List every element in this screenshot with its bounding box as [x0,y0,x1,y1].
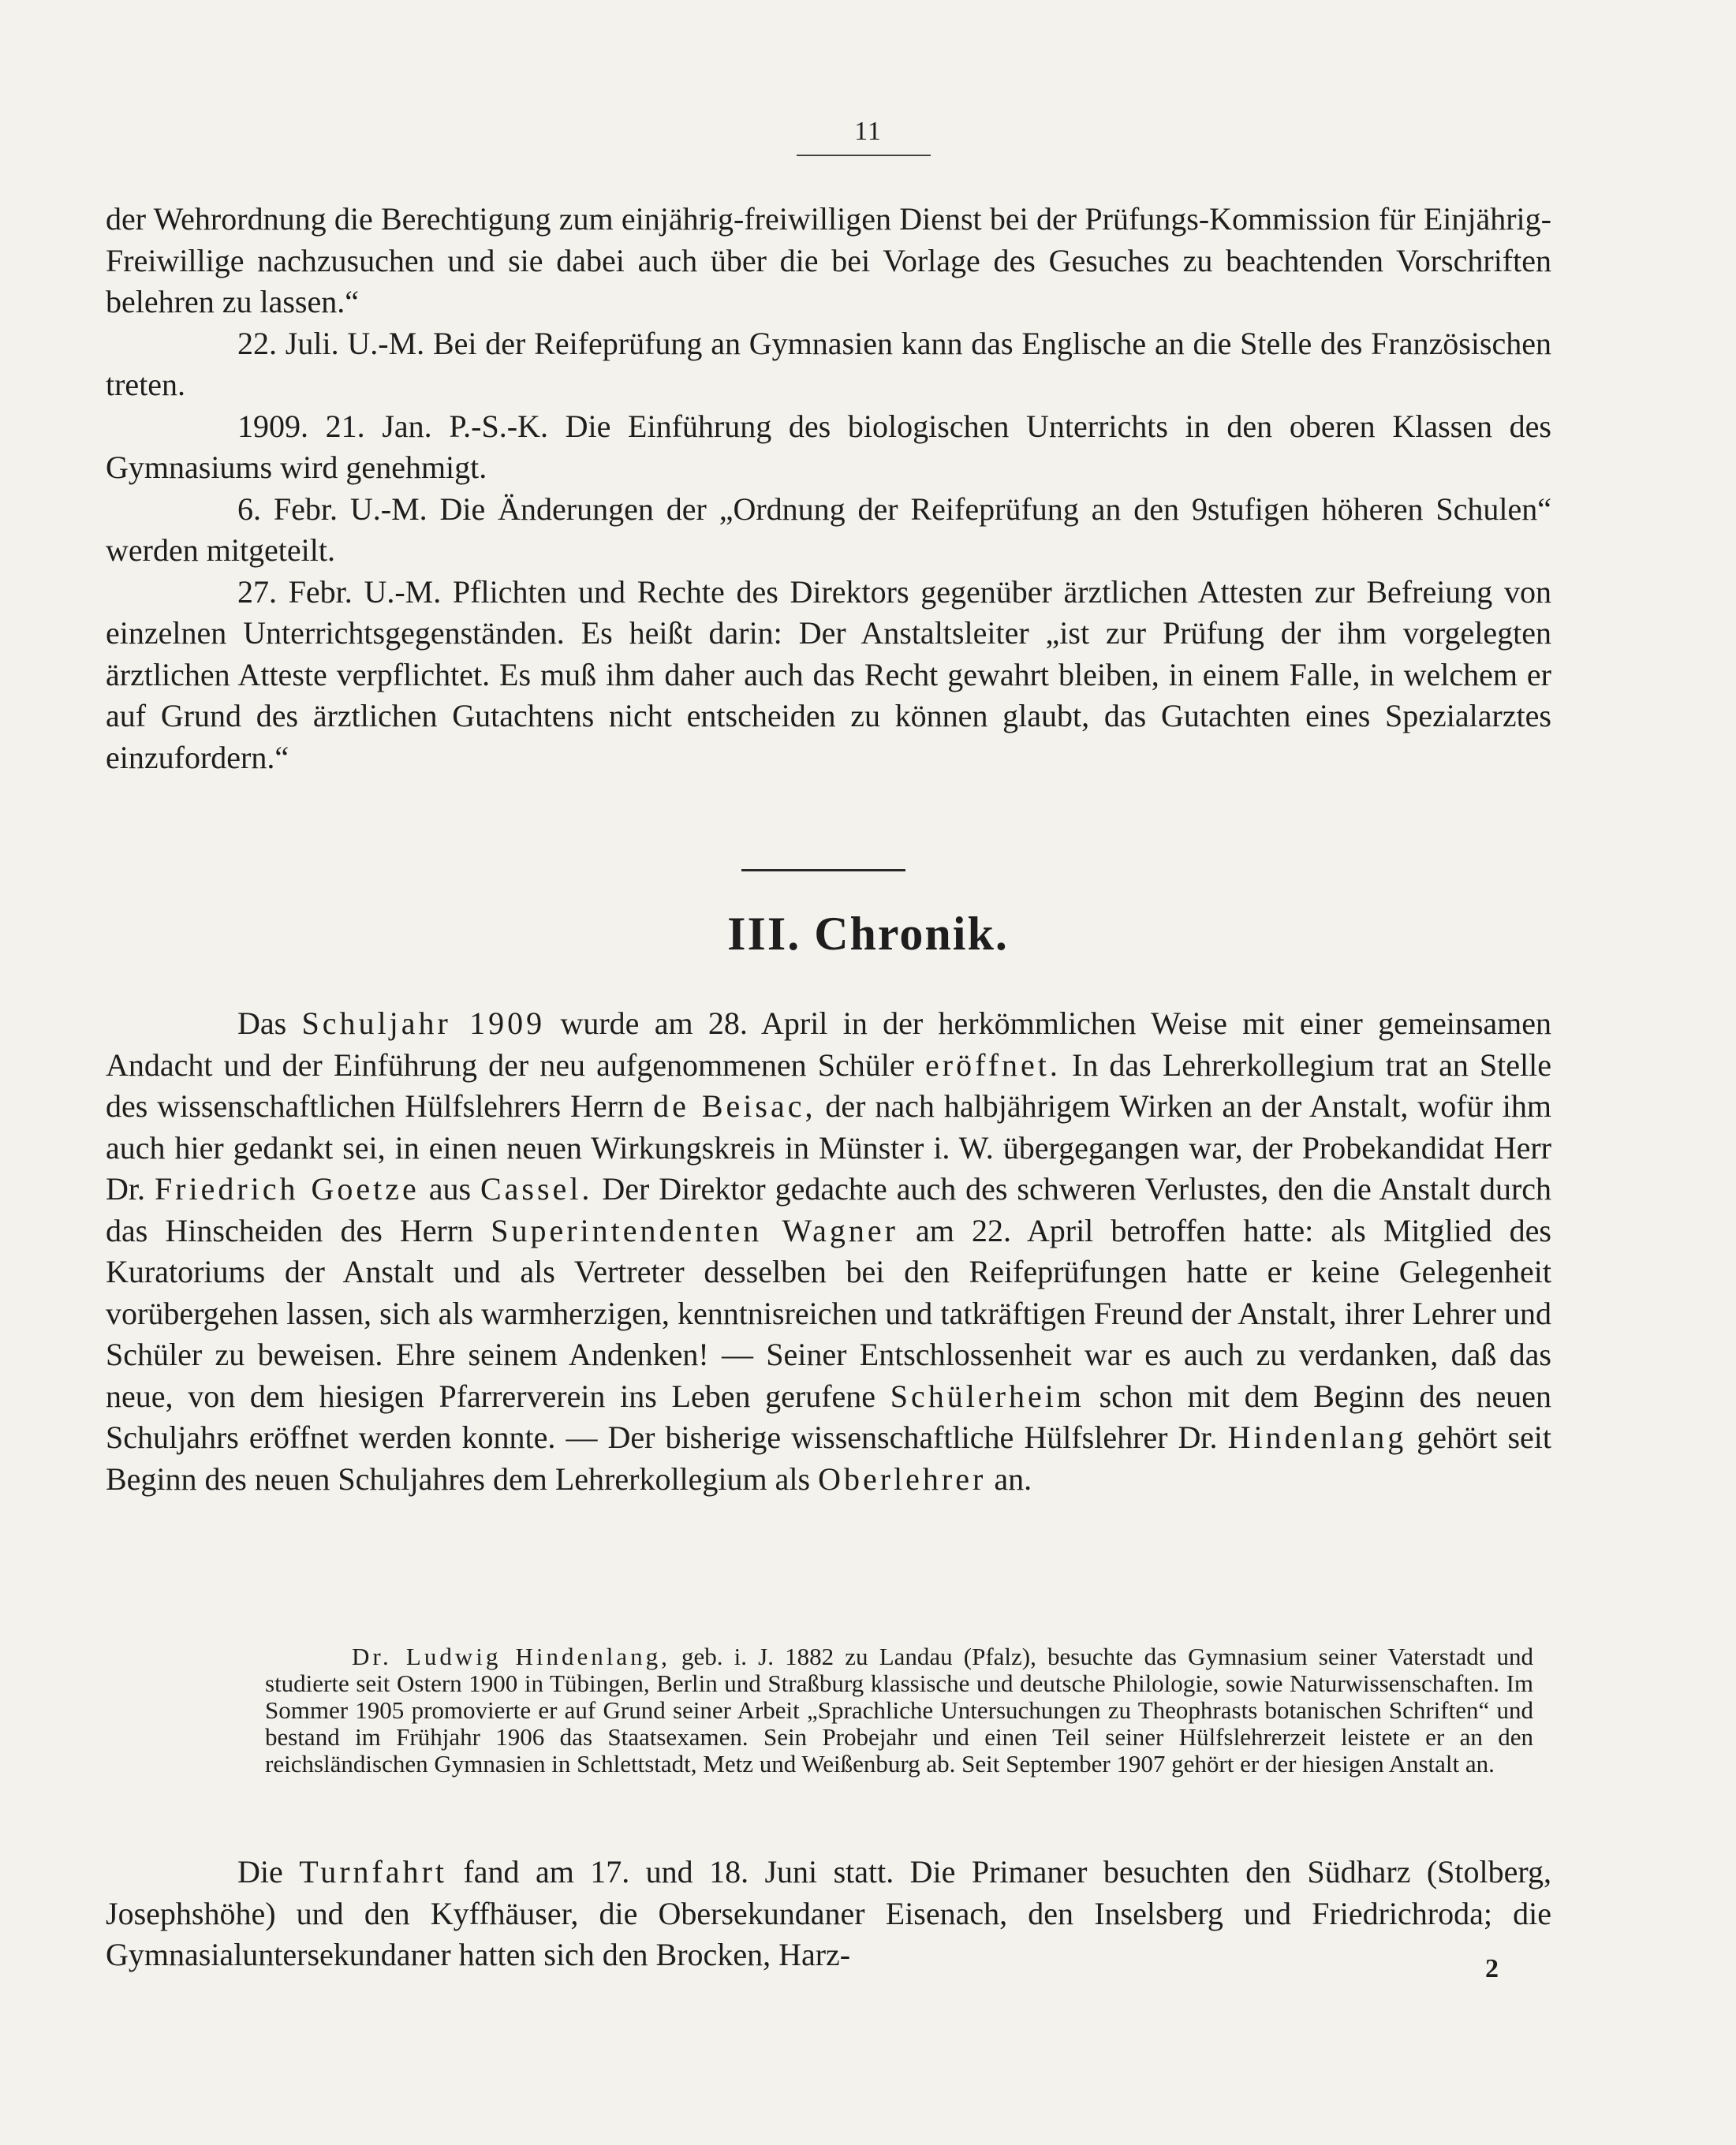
text-run: Das [237,1005,287,1041]
emphasis-run: eröffnet. [925,1046,1061,1083]
text-run: gehört seit Beginn des neuen Schuljahres dem Lehrerkollegium als [106,1419,1552,1497]
text-run: an. [994,1460,1032,1497]
footnote-name: Dr. Ludwig Hindenlang, [352,1643,670,1670]
chronik-block [106,1003,1551,1500]
ordinance-entry: 27. Febr. U.-M. Pflichten und Rechte des Direktors gegenüber ärztlichen Attesten zur Befreiung von einzelnen Unterrichtsgegenständen. Es heißt darin: Der Anstaltsleiter „ist zur Prüfung der ihm vorgelegten ärztlichen Atteste verpflichtet. Es muß ihm daher auch das Recht gewahrt bleiben, in einem Falle, in welchem er auf Grund des ärztlichen Gutachtens nicht entscheiden zu können glaubt, das Gutachten eines Spezialarztes einzufordern.“ [106,573,1551,775]
text-run: aus [428,1171,472,1207]
turnfahrt-block [106,1852,1551,1976]
ordinances-block [106,199,1551,778]
emphasis-run: Schuljahr 1909 [301,1005,546,1041]
page-number-rule [797,155,931,156]
section-heading: III. Chronik. [727,908,1009,960]
emphasis-run: Turnfahrt [299,1854,448,1889]
ordinance-entry: 6. Febr. U.-M. Die Änderungen der „Ordnung der Reifeprüfung an den 9stufigen höheren Schulen“ werden mitgeteilt. [106,491,1551,568]
text-run: fand am 17. und 18. Juni statt. Die Primaner besuchten den Südharz (Stolberg, Josephshöhe) und den Kyffhäuser, die Obersekundaner Eisenach, den Inselsberg und Friedrichroda; die Gymnasialuntersekundaner hatten sich den Brocken, Harz- [106,1854,1552,1972]
emphasis-run: Oberlehrer [818,1460,987,1497]
text-run: wurde am 28. April in der herkömmlichen Weise mit einer gemeinsamen Andacht und der Einführung der neu aufgenommenen Schüler [106,1005,1552,1083]
text-run: am 22. April betroffen hatte: als Mitglied des Kuratoriums der Anstalt und als Vertreter desselben bei den Reifeprüfungen hatte er keine Gelegenheit vorübergehen lassen, sich als warmherzigen, kenntnisreichen und tatkräftigen Freund der Anstalt, ihrer Lehrer und Schüler zu beweisen. Ehre seinem Andenken! — Seiner Entschlossenheit war es auch zu verdanken, daß das neue, von dem hiesigen Pfarrerverein ins Leben gerufene [106,1212,1551,1414]
ordinance-entry: 1909. 21. Jan. P.-S.-K. Die Einführung des biologischen Unterrichts in den oberen Klassen des Gymnasiums wird genehmigt. [106,408,1551,485]
footnote-text: geb. i. J. 1882 zu Landau (Pfalz), besuchte das Gymnasium seiner Vaterstadt und studierte seit Ostern 1900 in Tübingen, Berlin und Straßburg klassische und deutsche Philologie, sowie Naturwissenschaften. Im Sommer 1905 promovierte er auf Grund seiner Arbeit „Sprachliche Untersuchungen zu Theophrasts botanischen Schriften“ und bestand im Frühjahr 1906 das Staatsexamen. Sein Probejahr und einen Teil seiner Hülfslehrerzeit leistete er an den reichsländischen Gymnasien in Schlettstadt, Metz und Weißenburg ab. Seit September 1907 gehört er der hiesigen Anstalt an. [265,1643,1533,1778]
emphasis-run: Cassel. [480,1171,593,1207]
text-run: Der Direktor gedachte auch des schweren Verlustes, den die Anstalt durch das Hinscheiden des Herrn [106,1171,1552,1248]
emphasis-run: Friedrich Goetze [154,1171,420,1207]
signature-mark: 2 [1485,1954,1499,1983]
continuation-paragraph: der Wehrordnung die Berechtigung zum einjährig-freiwilligen Dienst bei der Prüfungs-Kommission für Einjährig-Freiwillige nachzusuchen und sie dabei auch über die bei Vorlage des Gesuches zu beachtenden Vorschriften belehren zu lassen.“ [106,201,1551,319]
chronik-paragraph [106,1003,1551,1500]
emphasis-run: de Beisac, [653,1088,816,1124]
section-divider [741,869,905,871]
emphasis-run: Schülerheim [890,1378,1085,1414]
text-run: schon mit dem Beginn des neuen Schuljahrs eröffnet werden konnte. — Der bisherige wissenschaftliche Hülfslehrer Dr. [106,1378,1552,1455]
ordinance-entry: 22. Juli. U.-M. Bei der Reifeprüfung an Gymnasien kann das Englische an die Stelle des Französischen treten. [106,325,1551,402]
text-run: der nach halbjährigem Wirken an der Anstalt, wofür ihm auch hier gedankt sei, in einen neuen Wirkungskreis in Münster i. W. übergegangen war, der Probekandidat Herr Dr. [106,1088,1552,1207]
text-run: In das Lehrerkollegium trat an Stelle des wissenschaftlichen Hülfslehrers Herrn [106,1046,1552,1124]
emphasis-run: Hindenlang [1227,1419,1407,1455]
text-run: Die [237,1854,283,1889]
biography-footnote [265,1643,1533,1778]
emphasis-run: Superintendenten Wagner [491,1212,898,1248]
turnfahrt-paragraph [106,1852,1551,1976]
page-number: 11 [854,117,882,146]
